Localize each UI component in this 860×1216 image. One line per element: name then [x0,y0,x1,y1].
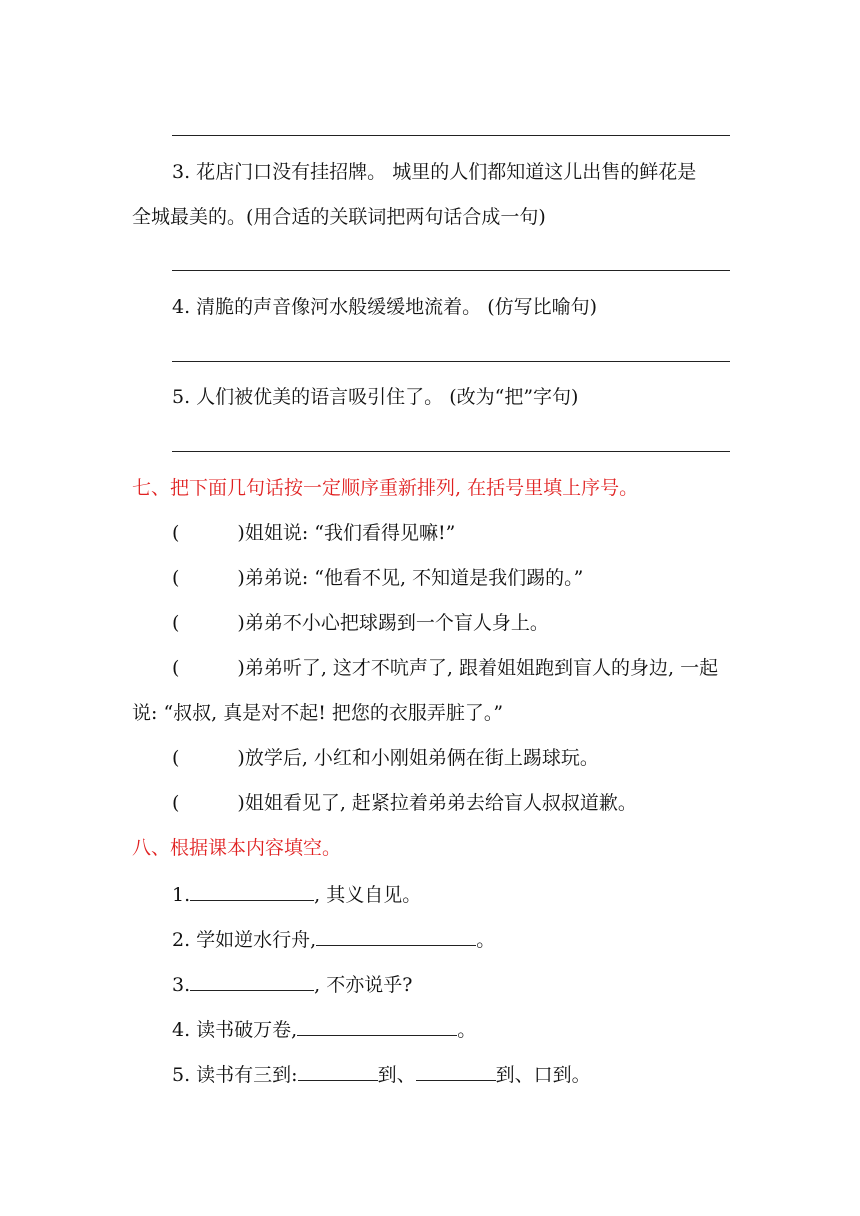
section7-heading: 七、把下面几句话按一定顺序重新排列, 在括号里填上序号。 [132,477,639,499]
fill-blank[interactable] [316,926,476,946]
fill-text: , 不亦说乎? [314,974,413,996]
s6-q4: 4. 清脆的声音像河水般缓缓地流着。 (仿写比喻句) [172,296,598,318]
fill-blank[interactable] [416,1061,496,1081]
fill-item-4 [172,1016,476,1042]
order-paren-close: ) [237,612,245,634]
fill-text: 到、 [377,1064,416,1086]
fill-blank[interactable] [297,1016,457,1036]
answer-line-q5[interactable] [172,451,730,452]
order-item [172,746,599,770]
order-paren-open: ( [172,567,180,589]
order-item-continuation: 说: “叔叔, 真是对不起! 把您的衣服弄脏了。” [132,702,504,724]
s6-q5: 5. 人们被优美的语言吸引住了。 (改为“把”字句) [172,386,579,408]
order-item-text: 姐姐看见了, 赶紧拉着弟弟去给盲人叔叔道歉。 [244,792,637,814]
section8-heading: 八、根据课本内容填空。 [132,837,342,859]
fill-item-3 [172,971,412,997]
order-paren-close: ) [237,522,245,544]
fill-item-5 [172,1061,591,1087]
fill-text: 2. 学如逆水行舟, [172,929,317,951]
order-item-text: 弟弟说: “他看不见, 不知道是我们踢的。” [244,567,584,589]
answer-line-q2[interactable] [172,135,730,136]
s6-q3-line2: 全城最美的。(用合适的关联词把两句话合成一句) [132,206,546,228]
fill-item-2 [172,926,495,952]
order-paren-open: ( [172,522,180,544]
order-item [172,656,718,680]
order-paren-close: ) [237,657,245,679]
order-paren-close: ) [237,792,245,814]
fill-blank[interactable] [190,881,314,901]
order-paren-open: ( [172,747,180,769]
answer-line-q3[interactable] [172,270,730,271]
fill-text: 。 [476,929,496,951]
order-item [172,566,583,590]
fill-item-1 [172,881,421,907]
fill-blank[interactable] [190,971,314,991]
order-paren-open: ( [172,612,180,634]
order-item-text: 弟弟不小心把球踢到一个盲人身上。 [244,612,549,634]
order-paren-open: ( [172,657,180,679]
fill-text: 到、口到。 [495,1064,591,1086]
order-item-text: 弟弟听了, 这才不吭声了, 跟着姐姐跑到盲人的身边, 一起 [244,657,719,679]
order-item-text: 姐姐说: “我们看得见嘛!” [244,522,456,544]
answer-line-q4[interactable] [172,361,730,362]
fill-blank[interactable] [298,1061,378,1081]
fill-num: 3. [172,974,191,996]
order-paren-close: ) [237,567,245,589]
fill-num: 1. [172,884,191,906]
order-paren-open: ( [172,792,180,814]
order-item [172,521,455,545]
order-item [172,791,637,815]
order-item [172,611,549,635]
fill-text: , 其义自见。 [314,884,422,906]
s6-q3-line1: 3. 花店门口没有挂招牌。 城里的人们都知道这儿出售的鲜花是 [172,161,697,183]
fill-text: 5. 读书有三到: [172,1064,298,1086]
order-item-text: 放学后, 小红和小刚姐弟俩在街上踢球玩。 [244,747,599,769]
fill-text: 。 [457,1019,477,1041]
order-paren-close: ) [237,747,245,769]
fill-text: 4. 读书破万卷, [172,1019,298,1041]
